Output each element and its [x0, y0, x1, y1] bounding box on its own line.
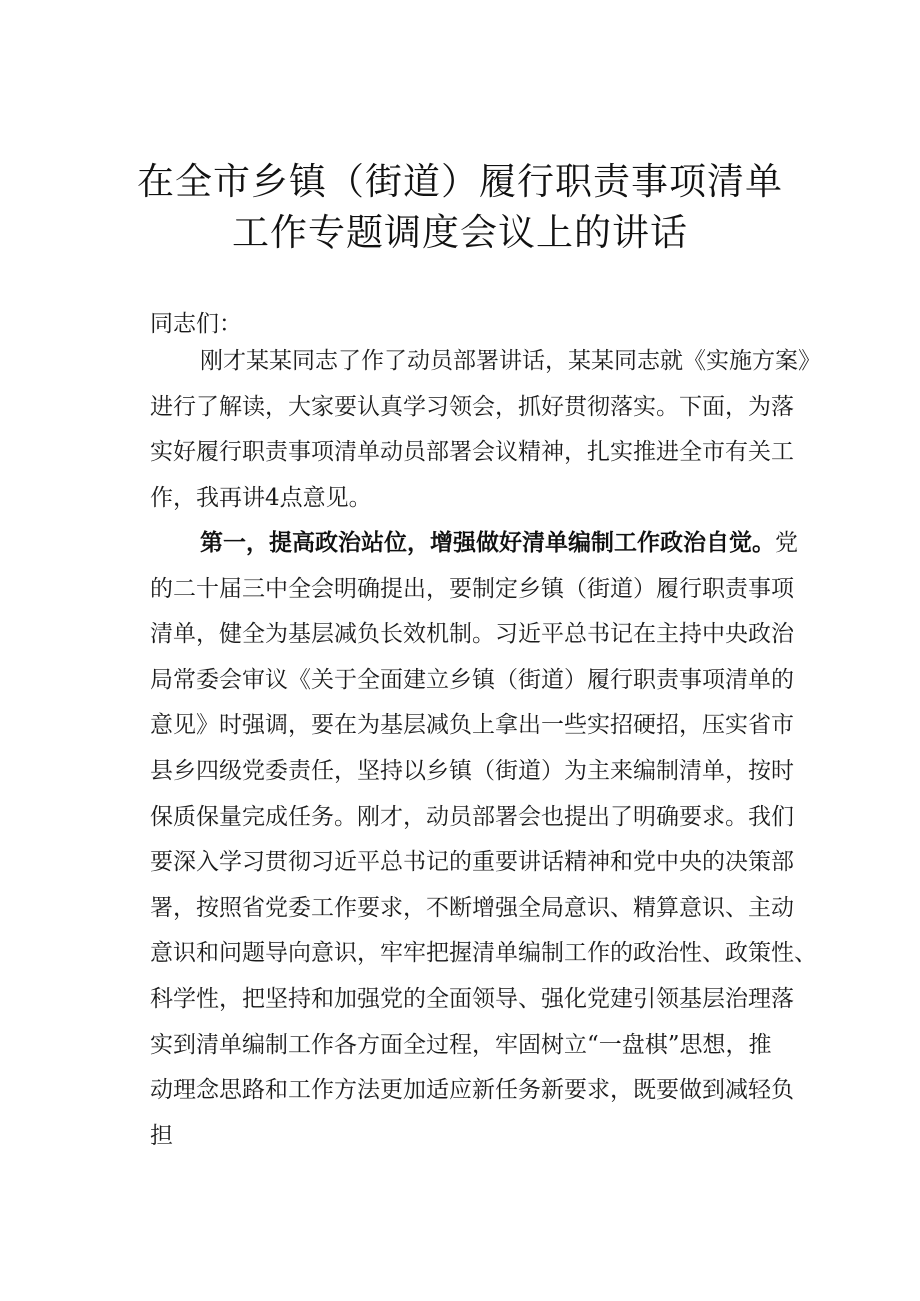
paragraph-2: [150, 521, 817, 1159]
paragraph-line: 实到清单编制工作各方面全过程，牢固树立“一盘棋”思想，推: [150, 1031, 772, 1058]
paragraph-line: 意识和问题导向意识，牢牢把握清单编制工作的政治性、政策性、: [150, 940, 817, 967]
paragraph-line: 实好履行职责事项清单动员部署会议精神，扎实推进全市有关工: [150, 439, 794, 466]
document-title-line-1: 在全市乡镇（街道）履行职责事项清单: [137, 160, 783, 203]
paragraph-line: 进行了解读，大家要认真学习领会，抓好贯彻落实。下面，为落: [150, 393, 794, 420]
document-title-line-2: 工作专题调度会议上的讲话: [232, 211, 688, 254]
paragraph-line: 作，我再讲4点意见。: [150, 484, 372, 511]
paragraph-line: 署，按照省党委工作要求，不断增强全局意识、精算意识、主动: [150, 894, 794, 921]
paragraph-line: 保质保量完成任务。刚才，动员部署会也提出了明确要求。我们: [150, 803, 794, 830]
section-heading: 第一，提高政治站位，增强做好清单编制工作政治自觉。: [200, 530, 775, 556]
paragraph-line: 的二十届三中全会明确提出，要制定乡镇（街道）履行职责事项: [150, 575, 794, 602]
salutation: 同志们：: [150, 311, 242, 337]
paragraph-line: 担: [150, 1122, 173, 1149]
paragraph-1: [150, 339, 821, 521]
paragraph-line: 动理念思路和工作方法更加适应新任务新要求，既要做到减轻负: [150, 1077, 794, 1104]
paragraph-line-tail: 党: [775, 530, 798, 556]
paragraph-line: 刚才某某同志了作了动员部署讲话，某某同志就《实施方案》: [200, 348, 821, 374]
paragraph-line: 要深入学习贯彻习近平总书记的重要讲话精神和党中央的决策部: [150, 849, 794, 876]
paragraph-line: 局常委会审议《关于全面建立乡镇（街道）履行职责事项清单的: [150, 666, 794, 693]
paragraph-line: 科学性，把坚持和加强党的全面领导、强化党建引领基层治理落: [150, 985, 794, 1012]
paragraph-line: 县乡四级党委责任，坚持以乡镇（街道）为主来编制清单，按时: [150, 757, 794, 784]
paragraph-line: 意见》时强调，要在为基层减负上拿出一些实招硬招，压实省市: [150, 712, 794, 739]
paragraph-first-line: [150, 521, 810, 567]
paragraph-line: 清单，健全为基层减负长效机制。习近平总书记在主持中央政治: [150, 621, 794, 648]
